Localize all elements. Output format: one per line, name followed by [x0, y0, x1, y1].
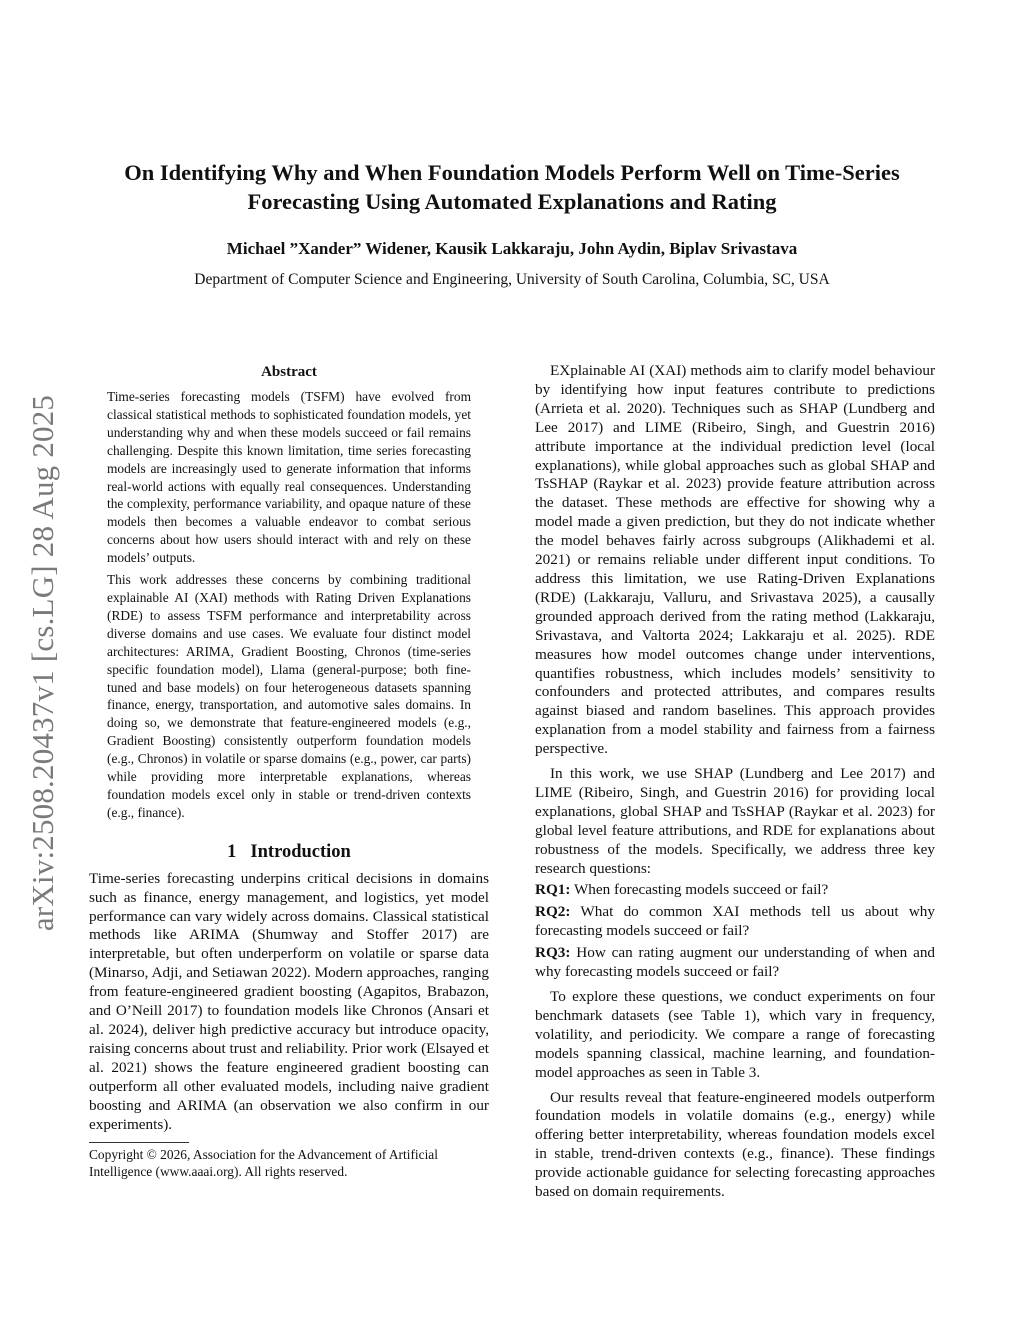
section-title: Introduction	[250, 841, 351, 862]
introduction-paragraph: Time-series forecasting underpins critical decisions in domains such as finance, energy management, and logistics, yet model performance can vary widely across domains. Classical statistical methods like ARIMA (Shumway and Stoffer 2017) are interpretable, but often underperform on volatile or sparse data (Minarso, Adji, and Setiawan 2022). Modern approaches, ranging from feature-engineered gradient boosting (Agapitos, Brabazon, and O’Neill 2017) to foundation models like Chronos (Ansari et al. 2024), deliver high predictive accuracy but introduce opacity, raising concerns about trust and reliability. Prior work (Elsayed et al. 2021) shows the feature engineered gradient boosting can outperform all other evaluated models, including naive gradient boosting and ARIMA (an observation we also confirm in our experiments).	[89, 869, 489, 1133]
author-list: Michael ”Xander” Widener, Kausik Lakkaraju, John Aydin, Biplav Srivastava	[226, 239, 798, 258]
rq-text: What do common XAI methods tell us about why forecasting models succeed or fail?	[535, 903, 935, 940]
abstract-paragraph: Time-series forecasting models (TSFM) have evolved from classical statistical methods to sophisticated foundation models, yet understanding why and when these models succeed or fail remains challenging. Despite this known limitation, time series forecasting models are increasingly used to generate information that informs real-world actions with equally real consequences. Understanding the complexity, performance variability, and opaque nature of these models then becomes a valuable endeavor to combat serious concerns about how users should interact with and rely on these models’ outputs.	[107, 389, 471, 566]
rq-label: RQ3:	[535, 944, 571, 962]
body-paragraph: Our results reveal that feature-engineered models outperform foundation models in volatile domains (e.g., energy) while offering better interpretability, whereas foundation models excel in stable, trend-driven contexts (e.g., finance). These findings provide actionable guidance for selecting forecasting approaches based on domain requirements.	[535, 1088, 935, 1201]
body-paragraph: In this work, we use SHAP (Lundberg and Lee 2017) and LIME (Ribeiro, Singh, and Guestrin 2016) for providing local explanations, global SHAP and TsSHAP (Raykar et al. 2023) for global level feature attributions, and RDE for explanations about robustness of the models. Specifically, we address three key research questions:	[535, 765, 935, 877]
research-question-1	[535, 881, 935, 900]
arxiv-identifier: arXiv:2508.20437v1 [cs.LG] 28 Aug 2025	[25, 394, 60, 932]
abstract-heading: Abstract	[261, 364, 317, 380]
author-affiliation: Department of Computer Science and Engineering, University of South Carolina, Columbia, SC, USA	[194, 271, 830, 288]
paper-title	[80, 158, 944, 216]
left-column	[89, 362, 489, 1180]
research-question-2	[535, 903, 935, 941]
body-paragraph: To explore these questions, we conduct experiments on four benchmark datasets (see Table 1), which vary in frequency, volatility, and periodicity. We compare a range of forecasting models spanning classical, machine learning, and foundation-model approaches as seen in Table 3.	[535, 988, 935, 1081]
paper-title-line-2: Forecasting Using Automated Explanations and Rating	[247, 189, 777, 214]
copyright-footnote: Copyright © 2026, Association for the Advancement of Artificial Intelligence (www.aaai.org). All rights reserved.	[89, 1147, 438, 1180]
section-heading-introduction	[89, 840, 489, 864]
paper-title-line-1: On Identifying Why and When Foundation Models Perform Well on Time-Series	[124, 160, 900, 185]
research-question-3	[535, 944, 935, 982]
abstract-paragraph: This work addresses these concerns by combining traditional explainable AI (XAI) methods with Rating Driven Explanations (RDE) to assess TSFM performance and interpretability across diverse domains and use cases. We evaluate four distinct model architectures: ARIMA, Gradient Boosting, Chronos (time-series specific foundation model), Llama (general-purpose; both fine-tuned and base models) on four heterogeneous datasets spanning finance, energy, transportation, and automotive sales domains. In doing so, we demonstrate that feature-engineered models (e.g., Gradient Boosting) consistently outperform foundation models (e.g., Chronos) in volatile or sparse domains (e.g., power, car parts) while providing more interpretable explanations, whereas foundation models excel only in stable or trend-driven contexts (e.g., finance).	[107, 572, 471, 820]
rq-label: RQ1:	[535, 881, 571, 899]
right-column	[535, 362, 935, 1202]
body-paragraph: EXplainable AI (XAI) methods aim to clarify model behaviour by identifying how input features contribute to predictions (Arrieta et al. 2020). Techniques such as SHAP (Lundberg and Lee 2017) and LIME (Ribeiro, Singh, and Guestrin 2016) attribute importance at the individual prediction level (local explanations), while global approaches such as global SHAP and TsSHAP (Raykar et al. 2023) provide feature attribution across the dataset. These methods are effective for showing why a model made a given prediction, but they do not indicate whether the model behaves fairly across subgroups (Alikhademi et al. 2021) or remains reliable under different input conditions. To address this limitation, we use Rating-Driven Explanations (RDE) (Lakkaraju, Valluru, and Srivastava 2025), a causally grounded approach derived from the rating method (Lakkaraju, Srivastava, and Valtorta 2024; Lakkaraju et al. 2025). RDE measures how model outcomes change under interventions, quantifies robustness, which includes models’ sensitivity to confounders and protected attributes, and compares results against biased and random baselines. This approach provides explanation from a model stability and fairness from a fairness perspective.	[535, 362, 935, 758]
arxiv-sidebar	[18, 368, 68, 958]
rq-text: When forecasting models succeed or fail?	[573, 881, 829, 899]
rq-text: How can rating augment our understanding of when and why forecasting models succeed or fail?	[535, 944, 936, 981]
rq-label: RQ2:	[535, 903, 571, 921]
footnote-divider	[89, 1142, 189, 1143]
section-number: 1	[227, 841, 237, 862]
